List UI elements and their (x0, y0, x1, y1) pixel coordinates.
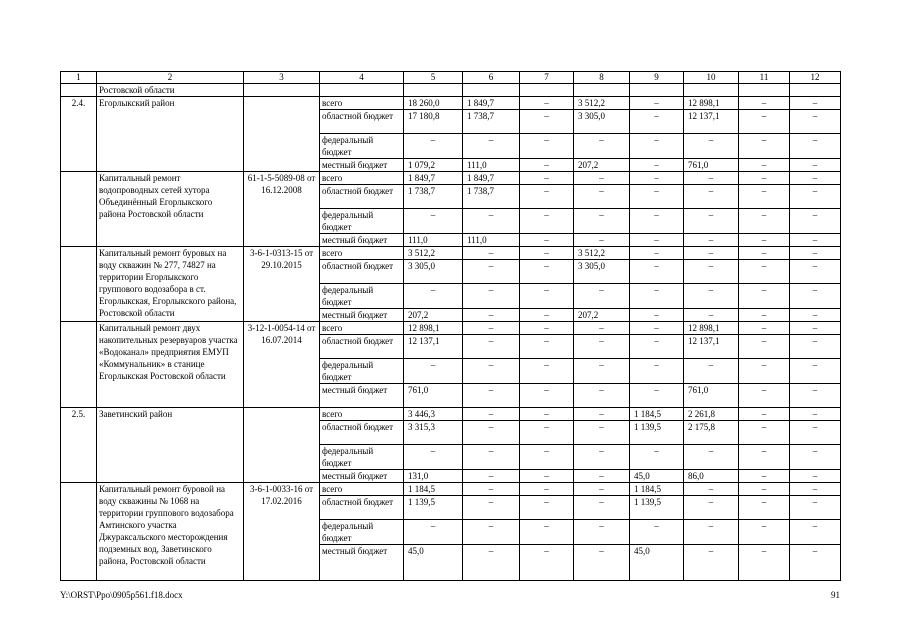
col-num: 2 (97, 72, 244, 84)
value-cell: – (520, 284, 574, 309)
value-cell: – (790, 247, 841, 260)
value-cell: – (739, 545, 790, 581)
col-num: 4 (320, 72, 404, 84)
value-cell: – (463, 260, 520, 284)
value-cell: – (574, 322, 630, 335)
funding-source: всего (320, 483, 404, 496)
value-cell: – (739, 134, 790, 159)
value-cell: – (790, 520, 841, 545)
value-cell: – (790, 172, 841, 185)
continuation-row (61, 84, 841, 97)
value-cell: – (574, 234, 630, 247)
value-cell: – (684, 545, 739, 581)
value-cell: – (739, 335, 790, 359)
value-cell: – (463, 309, 520, 322)
value-cell: 131,0 (404, 470, 463, 483)
value-cell: – (404, 209, 463, 234)
col-num: 10 (684, 72, 739, 84)
value-cell: 3 512,2 (404, 247, 463, 260)
item-number: 2.4. (61, 97, 97, 172)
item-number (61, 247, 97, 322)
funding-source: всего (320, 247, 404, 260)
value-cell: 45,0 (404, 545, 463, 581)
item-name: Егорлыкский район (97, 97, 244, 172)
value-cell: – (520, 209, 574, 234)
value-cell: – (630, 445, 684, 470)
value-cell: – (463, 483, 520, 496)
value-cell: – (630, 309, 684, 322)
value-cell: – (574, 384, 630, 408)
funding-source: всего (320, 322, 404, 335)
value-cell: – (630, 384, 684, 408)
funding-source: областной бюджет (320, 260, 404, 284)
value-cell: – (739, 408, 790, 421)
value-cell: – (574, 421, 630, 445)
item-number (61, 172, 97, 247)
value-cell: – (463, 496, 520, 520)
value-cell: – (739, 284, 790, 309)
funding-source: местный бюджет (320, 470, 404, 483)
value-cell: – (739, 384, 790, 408)
value-cell: – (684, 185, 739, 209)
value-cell: – (463, 335, 520, 359)
value-cell: – (739, 97, 790, 110)
funding-source: федеральный бюджет (320, 520, 404, 545)
value-cell: – (574, 335, 630, 359)
funding-source: областной бюджет (320, 496, 404, 520)
value-cell: 1 139,5 (630, 496, 684, 520)
continuation-text: Ростовской области (97, 84, 244, 97)
value-cell: – (790, 545, 841, 581)
value-cell: – (520, 545, 574, 581)
value-cell: – (684, 520, 739, 545)
value-cell: – (463, 408, 520, 421)
item-name: Капитальный ремонт двух накопительных резервуаров участка «Водоканал» предприятия ЕМУП «Коммунальник» в станице Егорлыкская Ростовской области (97, 322, 244, 408)
value-cell: 1 738,7 (463, 185, 520, 209)
item-number (61, 483, 97, 581)
funding-source: областной бюджет (320, 185, 404, 209)
funding-source: федеральный бюджет (320, 209, 404, 234)
funding-source: всего (320, 408, 404, 421)
funding-source: федеральный бюджет (320, 445, 404, 470)
value-cell: 761,0 (404, 384, 463, 408)
table-row (61, 322, 841, 335)
value-cell: – (790, 110, 841, 134)
value-cell: – (520, 159, 574, 172)
value-cell: – (630, 110, 684, 134)
col-num: 9 (630, 72, 684, 84)
value-cell: 3 446,3 (404, 408, 463, 421)
value-cell: – (520, 309, 574, 322)
value-cell: – (404, 284, 463, 309)
page-number: 91 (831, 590, 840, 600)
value-cell: – (520, 359, 574, 384)
funding-source: местный бюджет (320, 309, 404, 322)
value-cell: – (520, 384, 574, 408)
value-cell: – (520, 322, 574, 335)
funding-source: федеральный бюджет (320, 284, 404, 309)
value-cell: – (520, 172, 574, 185)
value-cell: 86,0 (684, 470, 739, 483)
value-cell: 1 184,5 (404, 483, 463, 496)
value-cell: – (630, 209, 684, 234)
value-cell: – (684, 172, 739, 185)
value-cell: – (404, 359, 463, 384)
value-cell: – (520, 470, 574, 483)
value-cell: 761,0 (684, 159, 739, 172)
value-cell: – (574, 483, 630, 496)
value-cell: 12 898,1 (404, 322, 463, 335)
value-cell: – (630, 159, 684, 172)
value-cell: 1 079,2 (404, 159, 463, 172)
funding-source: областной бюджет (320, 421, 404, 445)
value-cell: – (790, 470, 841, 483)
value-cell: – (630, 172, 684, 185)
value-cell: 1 184,5 (630, 483, 684, 496)
value-cell: – (790, 359, 841, 384)
value-cell: – (790, 408, 841, 421)
table-row (61, 408, 841, 421)
value-cell: – (574, 520, 630, 545)
value-cell: – (463, 359, 520, 384)
funding-source: всего (320, 97, 404, 110)
col-num: 11 (739, 72, 790, 84)
value-cell: – (463, 445, 520, 470)
permit-code: 61-1-5-5089-08 от 16.12.2008 (244, 172, 320, 247)
funding-source: федеральный бюджет (320, 134, 404, 159)
value-cell: 1 849,7 (463, 172, 520, 185)
value-cell: 2 175,8 (684, 421, 739, 445)
value-cell: 12 137,1 (684, 335, 739, 359)
value-cell: – (739, 172, 790, 185)
value-cell: – (790, 496, 841, 520)
value-cell: – (739, 209, 790, 234)
col-num: 5 (404, 72, 463, 84)
value-cell: 1 139,5 (404, 496, 463, 520)
value-cell: – (739, 110, 790, 134)
value-cell: – (574, 209, 630, 234)
value-cell: – (790, 483, 841, 496)
col-num: 1 (61, 72, 97, 84)
value-cell: – (463, 470, 520, 483)
value-cell: 45,0 (630, 470, 684, 483)
value-cell: 12 137,1 (684, 110, 739, 134)
value-cell: – (404, 520, 463, 545)
value-cell: 17 180,8 (404, 110, 463, 134)
value-cell: – (463, 322, 520, 335)
value-cell: 1 184,5 (630, 408, 684, 421)
value-cell: – (790, 97, 841, 110)
value-cell: 761,0 (684, 384, 739, 408)
value-cell: 207,2 (574, 309, 630, 322)
value-cell: – (520, 520, 574, 545)
table-row (61, 97, 841, 110)
value-cell: – (739, 309, 790, 322)
value-cell: – (574, 284, 630, 309)
value-cell: – (790, 185, 841, 209)
value-cell: – (463, 209, 520, 234)
value-cell: – (520, 408, 574, 421)
value-cell: – (790, 309, 841, 322)
budget-table (60, 71, 841, 581)
value-cell: – (790, 445, 841, 470)
value-cell: 3 512,2 (574, 247, 630, 260)
value-cell: – (463, 421, 520, 445)
value-cell: – (684, 134, 739, 159)
value-cell: 12 137,1 (404, 335, 463, 359)
item-name: Капитальный ремонт водопроводных сетей хутора Объединённый Егорлыкского района Ростовской области (97, 172, 244, 247)
value-cell: – (520, 234, 574, 247)
value-cell: – (739, 445, 790, 470)
col-num: 8 (574, 72, 630, 84)
permit-code: 3-12-1-0054-14 от 16.07.2014 (244, 322, 320, 408)
value-cell: – (574, 172, 630, 185)
value-cell: 1 139,5 (630, 421, 684, 445)
value-cell: – (684, 209, 739, 234)
value-cell: – (520, 445, 574, 470)
value-cell: – (520, 483, 574, 496)
funding-source: областной бюджет (320, 110, 404, 134)
value-cell: – (684, 234, 739, 247)
value-cell: – (790, 284, 841, 309)
value-cell: – (404, 134, 463, 159)
value-cell: – (520, 421, 574, 445)
value-cell: – (463, 247, 520, 260)
value-cell: – (463, 384, 520, 408)
value-cell: – (684, 309, 739, 322)
value-cell: – (574, 134, 630, 159)
value-cell: – (739, 260, 790, 284)
item-number (61, 322, 97, 408)
value-cell: 12 898,1 (684, 97, 739, 110)
value-cell: – (739, 247, 790, 260)
value-cell: – (630, 284, 684, 309)
col-num: 6 (463, 72, 520, 84)
value-cell: 1 849,7 (463, 97, 520, 110)
value-cell: – (684, 445, 739, 470)
funding-source: местный бюджет (320, 545, 404, 581)
value-cell: – (739, 520, 790, 545)
value-cell: 2 261,8 (684, 408, 739, 421)
value-cell: – (739, 359, 790, 384)
permit-code (244, 97, 320, 172)
value-cell: – (790, 209, 841, 234)
value-cell: – (630, 185, 684, 209)
value-cell: 3 315,3 (404, 421, 463, 445)
value-cell: – (463, 134, 520, 159)
item-name: Капитальный ремонт буровой на воду скважины № 1068 на территории группового водозабора Амтинского участка Джураксальского месторождения подземных вод, Заветинского района, Ростовской области (97, 483, 244, 581)
value-cell: – (574, 359, 630, 384)
value-cell: 3 305,0 (404, 260, 463, 284)
value-cell: 3 305,0 (574, 110, 630, 134)
funding-source: местный бюджет (320, 234, 404, 247)
value-cell: – (790, 234, 841, 247)
permit-code: 3-6-1-0313-15 от 29.10.2015 (244, 247, 320, 322)
value-cell: 12 898,1 (684, 322, 739, 335)
value-cell: – (790, 159, 841, 172)
funding-source: областной бюджет (320, 335, 404, 359)
value-cell: – (463, 520, 520, 545)
col-num: 12 (790, 72, 841, 84)
item-name: Заветинский район (97, 408, 244, 483)
value-cell: 207,2 (404, 309, 463, 322)
value-cell: 1 738,7 (463, 110, 520, 134)
value-cell: – (630, 234, 684, 247)
value-cell: – (630, 260, 684, 284)
value-cell: – (520, 247, 574, 260)
value-cell: – (739, 185, 790, 209)
value-cell: – (790, 322, 841, 335)
item-name: Капитальный ремонт буровых на воду скважин № 277, 74827 на территории Егорлыкского группового водозабора в ст. Егорлыкская, Егорлыкского района, Ростовской области (97, 247, 244, 322)
funding-source: местный бюджет (320, 159, 404, 172)
col-num: 7 (520, 72, 574, 84)
value-cell: 207,2 (574, 159, 630, 172)
funding-source: всего (320, 172, 404, 185)
value-cell: 111,0 (463, 234, 520, 247)
value-cell: – (630, 134, 684, 159)
value-cell: – (790, 335, 841, 359)
value-cell: – (574, 545, 630, 581)
value-cell: – (520, 335, 574, 359)
value-cell: – (574, 185, 630, 209)
value-cell: 111,0 (463, 159, 520, 172)
value-cell: – (684, 483, 739, 496)
value-cell: – (739, 159, 790, 172)
funding-source: федеральный бюджет (320, 359, 404, 384)
value-cell: – (739, 483, 790, 496)
item-number: 2.5. (61, 408, 97, 483)
value-cell: – (790, 134, 841, 159)
value-cell: – (739, 496, 790, 520)
value-cell: – (630, 335, 684, 359)
value-cell: 1 849,7 (404, 172, 463, 185)
table-row (61, 483, 841, 496)
value-cell: – (574, 496, 630, 520)
value-cell: – (790, 384, 841, 408)
page-footer (60, 590, 840, 600)
value-cell: 111,0 (404, 234, 463, 247)
table-row (61, 247, 841, 260)
value-cell: – (520, 185, 574, 209)
value-cell: – (404, 445, 463, 470)
document-page (60, 71, 840, 581)
value-cell: – (739, 234, 790, 247)
value-cell: – (739, 322, 790, 335)
value-cell: – (574, 470, 630, 483)
value-cell: – (630, 247, 684, 260)
value-cell: – (520, 134, 574, 159)
value-cell: – (574, 408, 630, 421)
value-cell: – (574, 445, 630, 470)
funding-source: местный бюджет (320, 384, 404, 408)
value-cell: – (630, 97, 684, 110)
value-cell: – (790, 421, 841, 445)
column-number-row (61, 72, 841, 84)
value-cell: – (684, 247, 739, 260)
value-cell: – (520, 110, 574, 134)
value-cell: 3 305,0 (574, 260, 630, 284)
value-cell: – (684, 284, 739, 309)
value-cell: – (684, 359, 739, 384)
value-cell: 1 738,7 (404, 185, 463, 209)
value-cell: 45,0 (630, 545, 684, 581)
value-cell: – (630, 322, 684, 335)
table-row (61, 172, 841, 185)
value-cell: – (520, 97, 574, 110)
value-cell: – (739, 470, 790, 483)
value-cell: – (739, 421, 790, 445)
value-cell: – (790, 260, 841, 284)
value-cell: – (520, 260, 574, 284)
value-cell: – (463, 545, 520, 581)
permit-code: 3-6-1-0033-16 от 17.02.2016 (244, 483, 320, 581)
value-cell: – (684, 260, 739, 284)
col-num: 3 (244, 72, 320, 84)
value-cell: – (463, 284, 520, 309)
value-cell: – (630, 359, 684, 384)
permit-code (244, 408, 320, 483)
file-path: Y:\ORST\Ppo\0905p561.f18.docx (60, 590, 183, 600)
value-cell: – (630, 520, 684, 545)
value-cell: 3 512,2 (574, 97, 630, 110)
value-cell: – (684, 496, 739, 520)
value-cell: – (520, 496, 574, 520)
value-cell: 18 260,0 (404, 97, 463, 110)
